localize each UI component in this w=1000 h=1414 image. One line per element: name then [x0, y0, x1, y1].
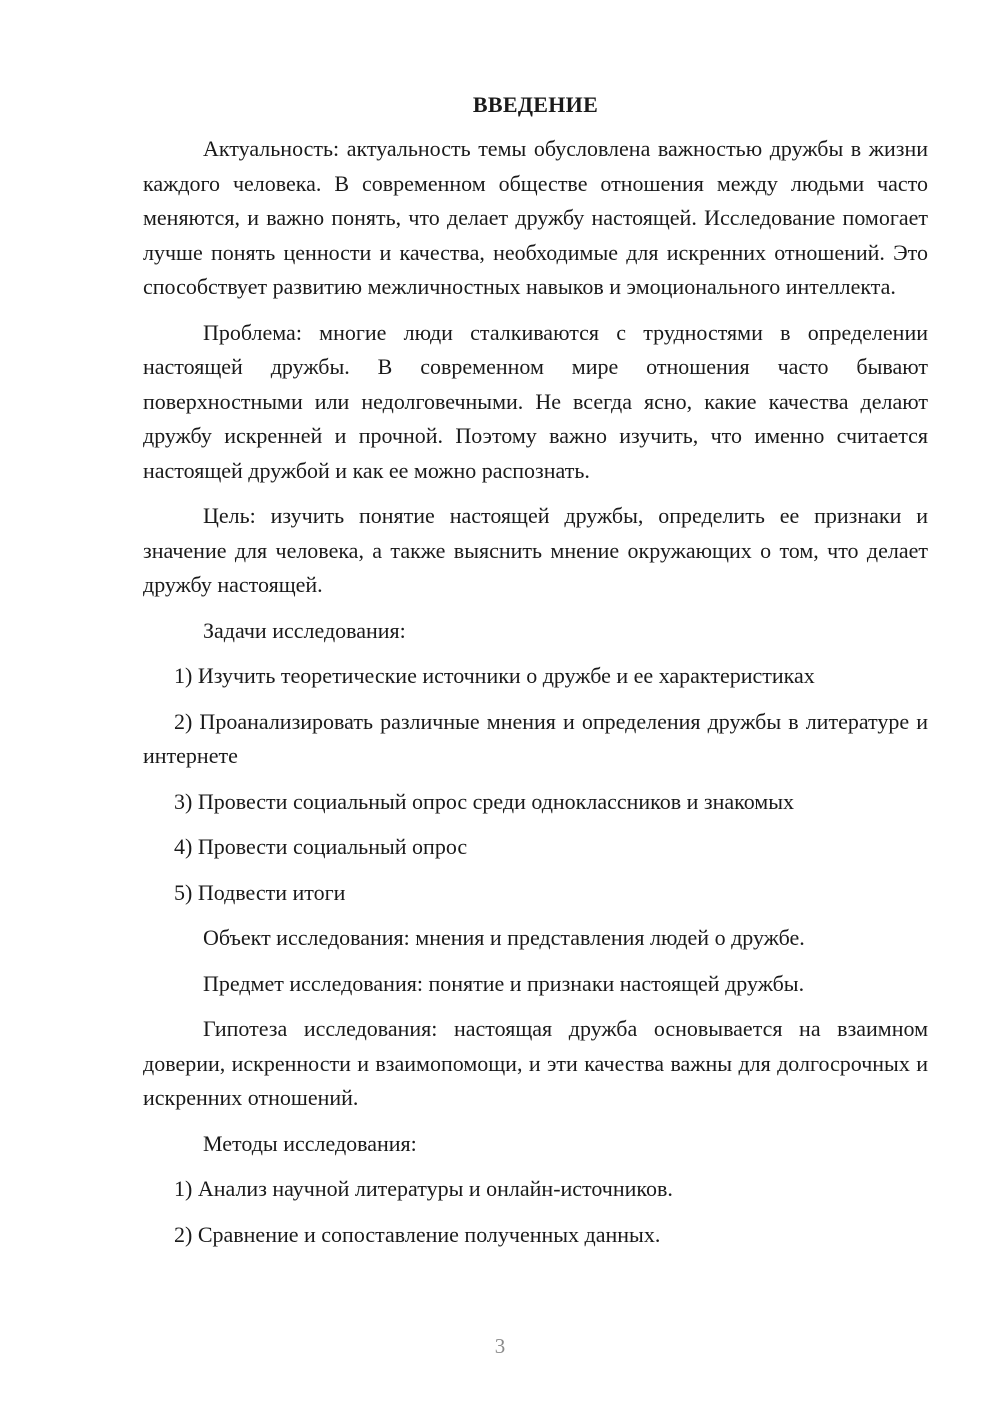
paragraph-subject: Предмет исследования: понятие и признаки настоящей дружбы.	[203, 970, 805, 996]
paragraph-problem: Проблема: многие люди сталкиваются с трудностями в определении настоящей дружбы. В современном мире отношения часто бывают поверхностными или недолговечными. Не всегда ясно, какие качества делают дружбу искренней и прочной. Поэтому важно изучить, что именно считается настоящей дружбой и как ее можно распознать.	[143, 319, 928, 483]
task-item-3: 3) Провести социальный опрос среди одноклассников и знакомых	[174, 788, 794, 814]
page-number: 3	[494, 1334, 506, 1358]
paragraph-goal: Цель: изучить понятие настоящей дружбы, определить ее признаки и значение для человека, а также выяснить мнение окружающих о том, что делает дружбу настоящей.	[143, 503, 928, 597]
task-item-5: 5) Подвести итоги	[174, 879, 346, 905]
task-item-2: 2) Проанализировать различные мнения и определения дружбы в литературе и интернете	[143, 708, 928, 768]
task-item-1: 1) Изучить теоретические источники о дружбе и ее характеристиках	[174, 663, 815, 688]
paragraph-object: Объект исследования: мнения и представления людей о дружбе.	[203, 925, 805, 950]
document-page	[143, 88, 928, 1263]
section-title: ВВЕДЕНИЕ	[472, 92, 599, 117]
paragraph-hypothesis: Гипотеза исследования: настоящая дружба основывается на взаимном доверии, искренности и взаимопомощи, и эти качества важны для долгосрочных и искренних отношений.	[143, 1016, 928, 1110]
task-item-4: 4) Провести социальный опрос	[174, 834, 468, 859]
method-item-2: 2) Сравнение и сопоставление полученных данных.	[174, 1221, 661, 1247]
method-item-1: 1) Анализ научной литературы и онлайн-источников.	[174, 1176, 673, 1201]
methods-heading: Методы исследования:	[203, 1130, 417, 1156]
paragraph-relevance: Актуальность: актуальность темы обусловлена важностью дружбы в жизни каждого человека. В современном обществе отношения между людьми часто меняются, и важно понять, что делает дружбу настоящей. Исследование помогает лучше понять ценности и качества, необходимые для искренних отношений. Это способствует развитию межличностных навыков и эмоционального интеллекта.	[143, 136, 928, 299]
tasks-heading: Задачи исследования:	[203, 617, 406, 643]
